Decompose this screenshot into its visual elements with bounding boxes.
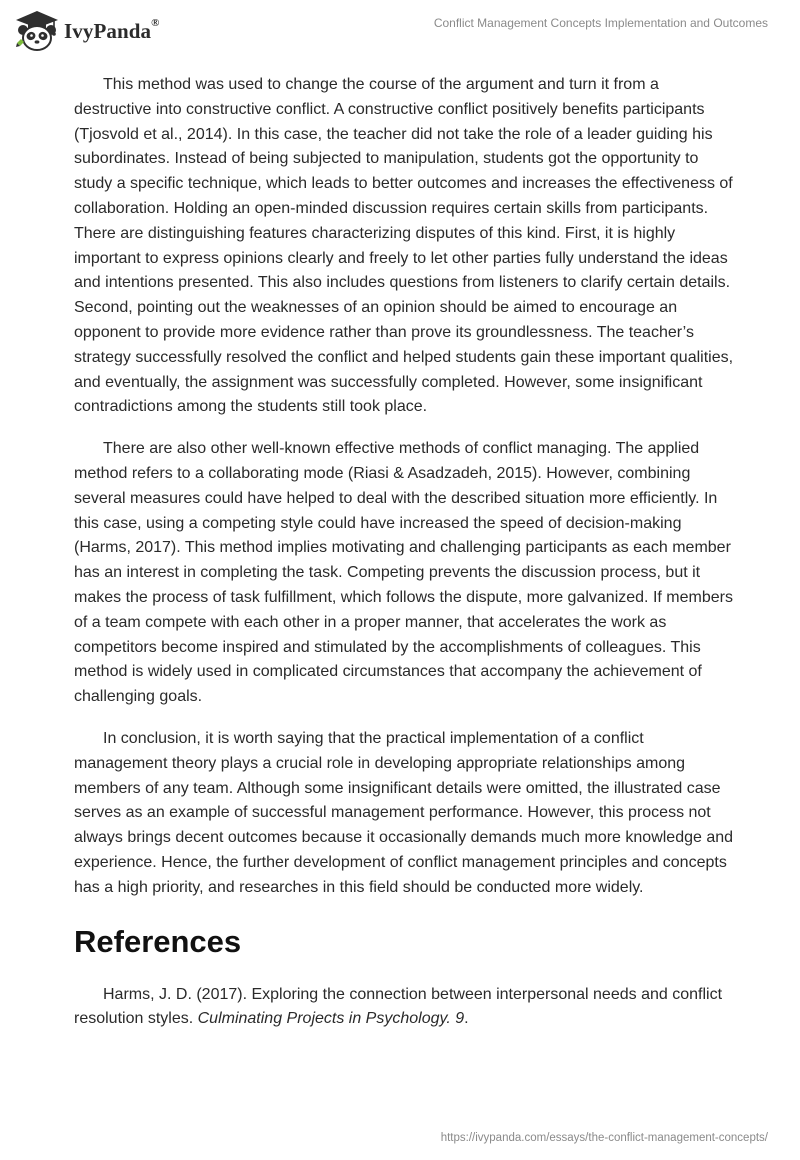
- body-paragraph-3: In conclusion, it is worth saying that the practical implementation of a conflict management theory plays a crucial role in developing appropriate relationships among members of any team. Although some insignificant details were omitted, the illustrated case serves as an example of successful management performance. However, this process not always brings decent outcomes because it occasionally demands much more knowledge and experience. Hence, the further development of conflict management principles and concepts has a high priority, and researches in this field should be conducted more widely.: [74, 729, 734, 896]
- panda-graduate-icon: [14, 9, 60, 53]
- source-url-link[interactable]: https://ivypanda.com/essays/the-conflict-management-concepts/: [440, 1132, 768, 1144]
- running-title: Conflict Management Concepts Implementation and Outcomes: [433, 16, 768, 30]
- body-paragraph-2: There are also other well-known effective methods of conflict managing. The applied method refers to a collaborating mode (Riasi & Asadzadeh, 2015). However, combining several measures could have helped to deal with the described situation more efficiently. In this case, using a competing style could have increased the speed of decision-making (Harms, 2017). This method implies motivating and challenging participants as each member has an interest in completing the task. Competing prevents the discussion process, but it makes the process of task fulfillment, which follows the dispute, more galvanized. If members of a team compete with each other in a proper manner, that accelerates the work as competitors become inspired and stimulated by the accomplishments of colleagues. This method is widely used in complicated circumstances that accompany the achievement of challenging goals.: [74, 440, 733, 706]
- reference-item: [74, 983, 734, 1033]
- essay-content: [74, 73, 734, 1032]
- body-paragraph-1: This method was used to change the course of the argument and turn it from a destructive into constructive conflict. A constructive conflict positively benefits participants (Tjosvold et al., 2014). In this case, the teacher did not take the role of a leader guiding his subordinates. Instead of being subjected to manipulation, students got the opportunity to study a specific technique, which leads to better outcomes and increases the effectiveness of collaboration. Holding an open-minded discussion requires certain skills from participants. There are distinguishing features characterizing disputes of this kind. First, it is highly important to express opinions clearly and freely to let other parties fully understand the ideas and intentions presented. This also includes questions from listeners to clarify certain details. Second, pointing out the weaknesses of an opinion should be aimed to encourage an opponent to provide more evidence rather than prove its groundlessness. The teacher’s strategy successfully resolved the conflict and helped students gain these important qualities, and eventually, the assignment was successfully completed. However, some insignificant contradictions among the students still took place.: [74, 76, 734, 416]
- ivypanda-logo[interactable]: [14, 9, 160, 53]
- brand-name: IvyPanda®: [64, 16, 160, 43]
- reference-text: Harms, J. D. (2017). Exploring the connection between interpersonal needs and conflict resolution styles.: [74, 985, 723, 1028]
- reference-end: .: [464, 1010, 469, 1028]
- references-heading: References: [74, 923, 242, 959]
- reference-source: Culminating Projects in Psychology. 9: [197, 1010, 465, 1028]
- page-header: [0, 0, 800, 66]
